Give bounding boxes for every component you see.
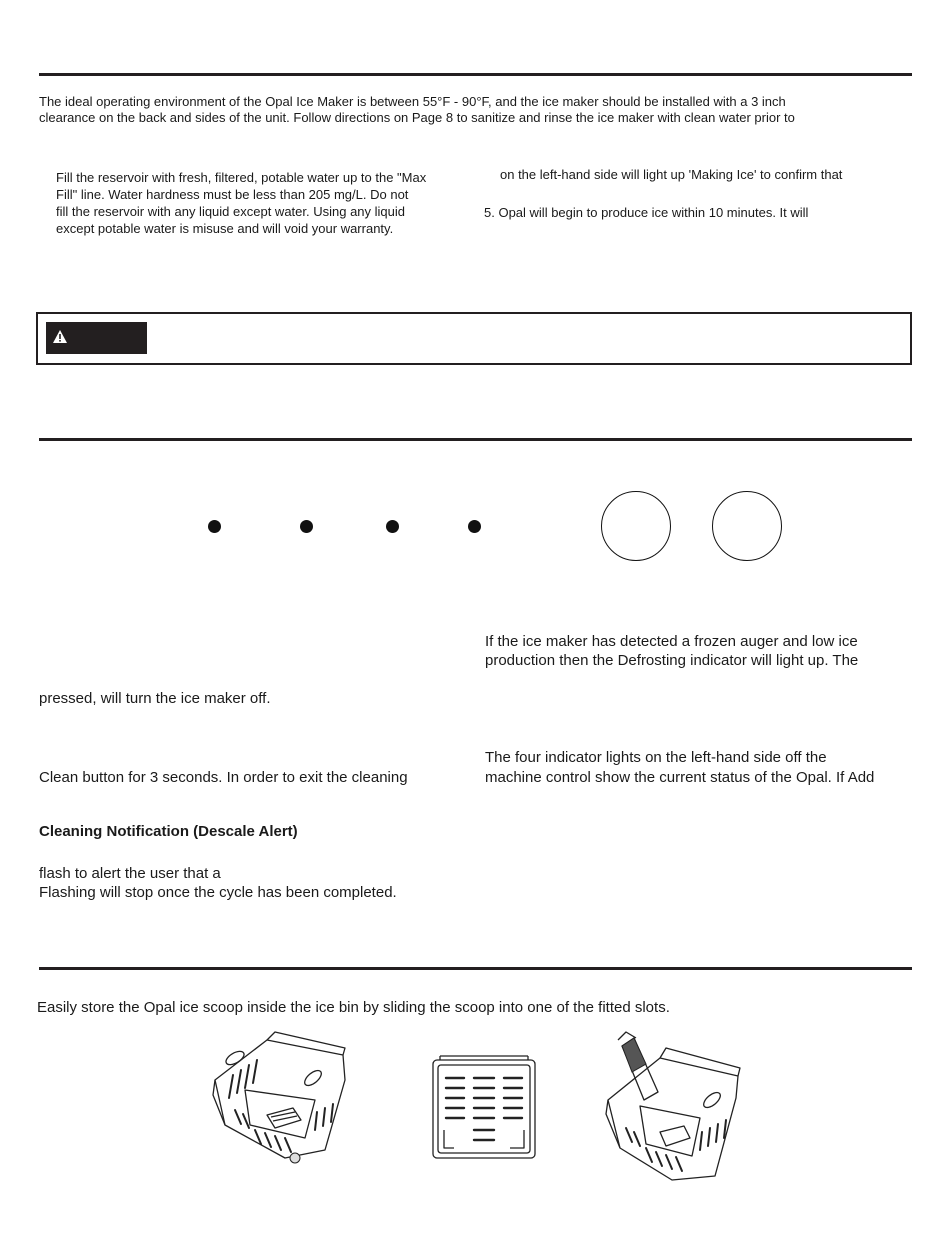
fill-step-line-4: except potable water is misuse and will void your warranty. (56, 221, 394, 236)
descale-text-line-2: Flashing will stop once the cycle has been completed. (39, 884, 397, 901)
indicator-light-3 (386, 520, 399, 533)
ice-bin-with-scoop-illustration (600, 1028, 745, 1183)
descale-heading: Cleaning Notification (Descale Alert) (39, 823, 298, 840)
making-ice-text: on the left-hand side will light up 'Making Ice' to confirm that (500, 167, 843, 182)
warning-box (36, 312, 912, 365)
power-button-text: pressed, will turn the ice maker off. (39, 690, 271, 707)
intro-line-2: clearance on the back and sides of the unit. Follow directions on Page 8 to sanitize and rinse the ice maker with clean water prior to (39, 110, 795, 125)
status-text-line-1: The four indicator lights on the left-hand side off the (485, 749, 827, 766)
scoop-storage-text: Easily store the Opal ice scoop inside the ice bin by sliding the scoop into one of the fitted slots. (37, 999, 670, 1016)
defrost-text-line-2: production then the Defrosting indicator will light up. The (485, 652, 859, 669)
ice-bin-top-view-illustration (430, 1050, 538, 1162)
intro-line-1: The ideal operating environment of the Opal Ice Maker is between 55°F - 90°F, and the ice maker should be installed with a 3 inch (39, 94, 786, 109)
descale-text-line-1: flash to alert the user that a (39, 865, 221, 882)
fill-step-line-3: fill the reservoir with any liquid except water. Using any liquid (56, 204, 406, 219)
section-divider-controls (39, 438, 912, 441)
clean-button-text: Clean button for 3 seconds. In order to exit the cleaning (39, 769, 408, 786)
section-divider-top (39, 73, 912, 76)
defrost-text-line-1: If the ice maker has detected a frozen auger and low ice (485, 633, 858, 650)
indicator-light-4 (468, 520, 481, 533)
status-text-line-2: machine control show the current status of the Opal. If Add (485, 769, 875, 786)
power-button-diagram (601, 491, 671, 561)
section-divider-scoop (39, 967, 912, 970)
indicator-light-2 (300, 520, 313, 533)
fill-step-line-2: Fill" line. Water hardness must be less than 205 mg/L. Do not (56, 187, 409, 202)
warning-label (46, 322, 147, 354)
warning-triangle-icon (53, 330, 67, 343)
indicator-light-1 (208, 520, 221, 533)
clean-button-diagram (712, 491, 782, 561)
fill-step-line-1: Fill the reservoir with fresh, filtered, potable water up to the "Max (56, 170, 427, 185)
step-5-text: 5. Opal will begin to produce ice within 10 minutes. It will (484, 205, 809, 220)
ice-bin-angled-illustration (205, 1020, 355, 1165)
